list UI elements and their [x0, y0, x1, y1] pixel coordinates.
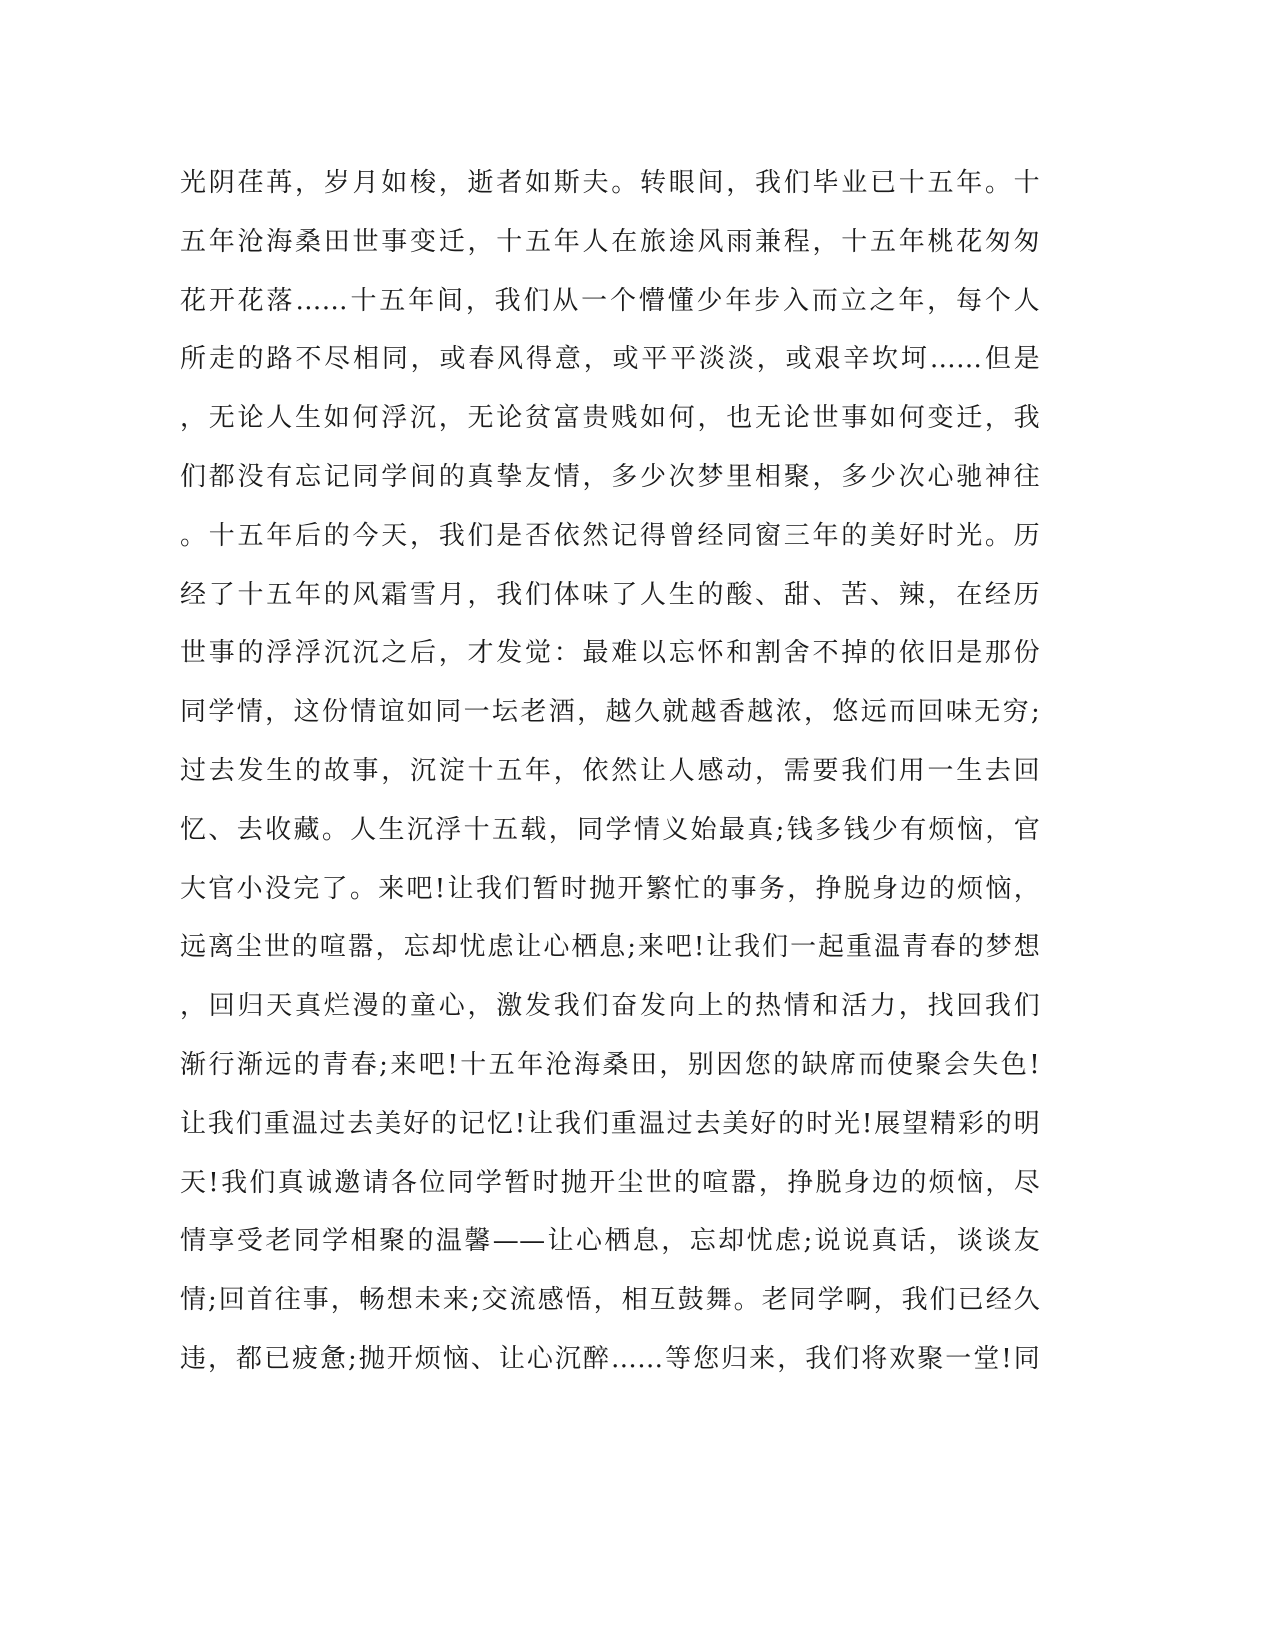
text-line: 远离尘世的喧嚣，忘却忧虑让心栖息;来吧!让我们一起重温青春的梦想: [180, 932, 1040, 963]
text-line: 花开花落……十五年间，我们从一个懵懂少年步入而立之年，每个人: [180, 285, 1040, 316]
text-line: 们都没有忘记同学间的真挚友情，多少次梦里相聚，多少次心驰神往: [180, 461, 1040, 492]
text-line: ，回归天真烂漫的童心，激发我们奋发向上的热情和活力，找回我们: [180, 991, 1040, 1022]
text-line: 五年沧海桑田世事变迁，十五年人在旅途风雨兼程，十五年桃花匆匆: [180, 226, 1040, 257]
text-line: 过去发生的故事，沉淀十五年，依然让人感动，需要我们用一生去回: [180, 755, 1040, 786]
body-text: [180, 160, 1040, 1395]
text-line: 情享受老同学相聚的温馨——让心栖息，忘却忧虑;说说真话，谈谈友: [180, 1226, 1040, 1257]
text-line: 光阴荏苒，岁月如梭，逝者如斯夫。转眼间，我们毕业已十五年。十: [180, 168, 1040, 198]
text-line: 违，都已疲惫;抛开烦恼、让心沉醉……等您归来，我们将欢聚一堂!同: [180, 1343, 1040, 1374]
text-line: 渐行渐远的青春;来吧!十五年沧海桑田，别因您的缺席而使聚会失色!: [180, 1049, 1040, 1080]
text-line: 大官小没完了。来吧!让我们暂时抛开繁忙的事务，挣脱身边的烦恼，: [180, 873, 1040, 904]
text-line: ，无论人生如何浮沉，无论贫富贵贱如何，也无论世事如何变迁，我: [180, 403, 1040, 434]
text-line: 让我们重温过去美好的记忆!让我们重温过去美好的时光!展望精彩的明: [180, 1108, 1040, 1139]
text-line: 情;回首往事，畅想未来;交流感悟，相互鼓舞。老同学啊，我们已经久: [180, 1285, 1040, 1316]
text-line: 天!我们真诚邀请各位同学暂时抛开尘世的喧嚣，挣脱身边的烦恼，尽: [180, 1167, 1040, 1198]
text-line: 经了十五年的风霜雪月，我们体味了人生的酸、甜、苦、辣，在经历: [180, 579, 1040, 610]
text-line: 。十五年后的今天，我们是否依然记得曾经同窗三年的美好时光。历: [180, 520, 1040, 551]
text-line: 所走的路不尽相同，或春风得意，或平平淡淡，或艰辛坎坷……但是: [180, 344, 1040, 375]
text-line: 世事的浮浮沉沉之后，才发觉：最难以忘怀和割舍不掉的依旧是那份: [180, 638, 1040, 669]
text-line: 忆、去收藏。人生沉浮十五载，同学情义始最真;钱多钱少有烦恼，官: [180, 814, 1040, 845]
text-line: 同学情，这份情谊如同一坛老酒，越久就越香越浓，悠远而回味无穷;: [180, 697, 1040, 728]
